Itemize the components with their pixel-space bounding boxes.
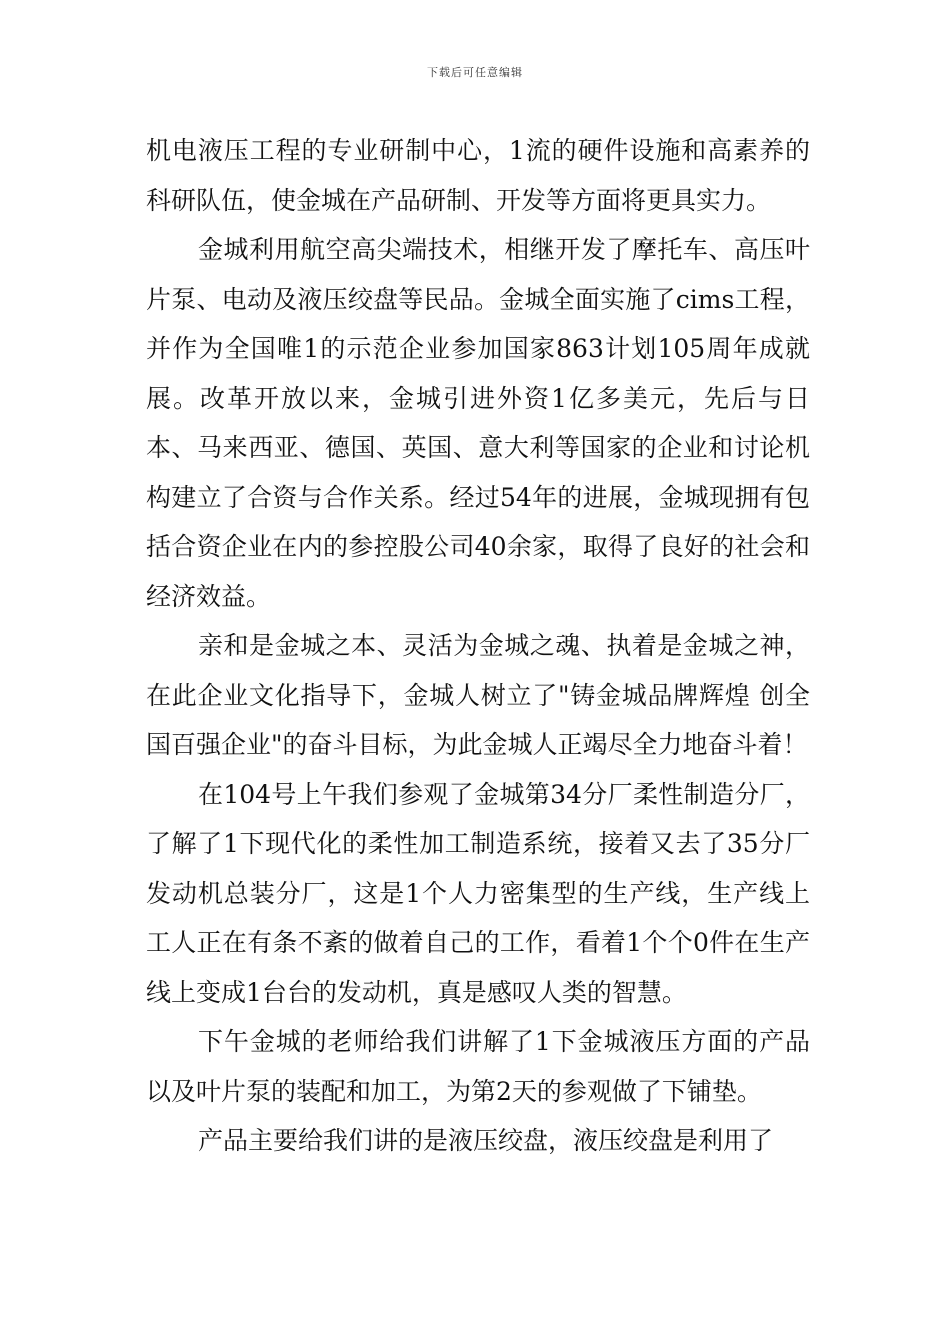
paragraph-2: 金城利用航空高尖端技术，相继开发了摩托车、高压叶片泵、电动及液压绞盘等民品。金城全面实施了cims工程，并作为全国唯1的示范企业参加国家863计划105周年成就展。改革开放以来，金城引进外资1亿多美元，先后与日本、马来西亚、德国、英国、意大利等国家的企业和讨论机构建立了合资与合作关系。经过54年的进展，金城现拥有包括合资企业在内的参控股公司40余家，取得了良好的社会和经济效益。 — [146, 235, 810, 611]
paragraph-1: 机电液压工程的专业研制中心，1流的硬件设施和高素养的科研队伍，使金城在产品研制、开发等方面将更具实力。 — [146, 136, 810, 215]
paragraph-6: 产品主要给我们讲的是液压绞盘，液压绞盘是利用了 — [198, 1126, 774, 1155]
page-header: 下载后可任意编辑 — [427, 66, 523, 79]
paragraph-3: 亲和是金城之本、灵活为金城之魂、执着是金城之神，在此企业文化指导下，金城人树立了"铸金城品牌辉煌 创全国百强企业"的奋斗目标，为此金城人正竭尽全力地奋斗着！ — [146, 631, 810, 759]
paragraph-5: 下午金城的老师给我们讲解了1下金城液压方面的产品以及叶片泵的装配和加工，为第2天的参观做了下铺垫。 — [146, 1027, 810, 1106]
paragraph-4: 在104号上午我们参观了金城第34分厂柔性制造分厂，了解了1下现代化的柔性加工制造系统，接着又去了35分厂发动机总装分厂，这是1个人力密集型的生产线，生产线上工人正在有条不紊的做着自己的工作，看着1个个0件在生产线上变成1台台的发动机，真是感叹人类的智慧。 — [146, 779, 810, 1007]
document-body — [146, 126, 810, 1166]
